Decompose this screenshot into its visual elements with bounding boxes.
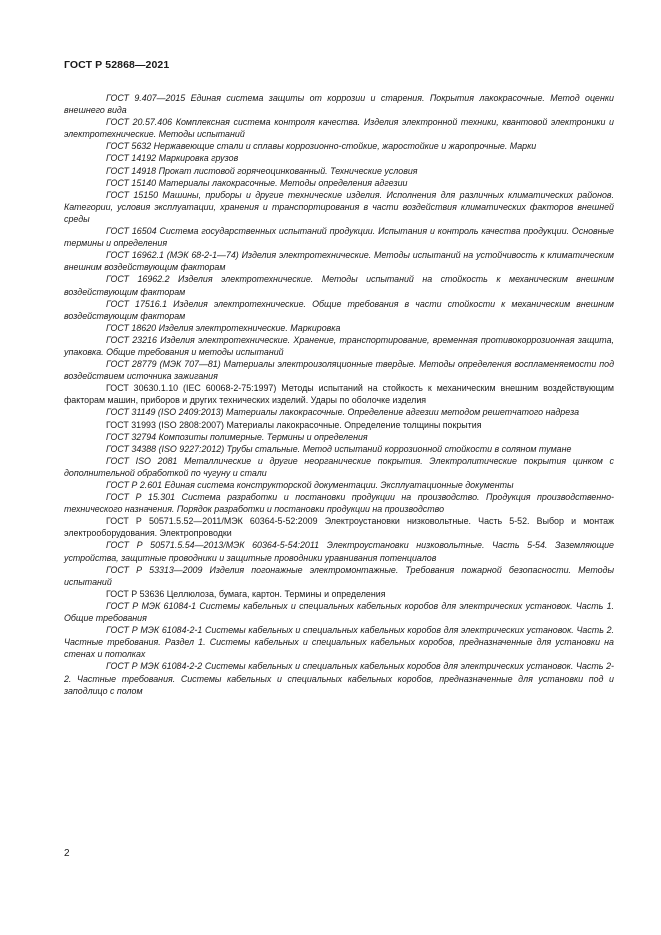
reference-entry: ГОСТ Р МЭК 61084-2-1 Системы кабельных и специальных кабельных коробов для электрических установок. Часть 2. Частные требования. Раздел 1. Системы кабельных и специальных кабельных коробов, предназначенные для установки на стенах и потолках [64,625,614,660]
reference-entry: ГОСТ Р 53636 Целлюлоза, бумага, картон. Термины и определения [106,588,386,599]
normative-references-list [64,92,614,697]
reference-entry: ГОСТ 15150 Машины, приборы и другие технические изделия. Исполнения для различных климатических районов. Категории, условия эксплуатации, хранения и транспортирования в части воздействия климатических факторов внешней среды [64,189,614,224]
document-header: ГОСТ Р 52868—2021 [64,59,170,71]
reference-entry: ГОСТ 32794 Композиты полимерные. Термины и определения [106,431,368,442]
reference-entry: ГОСТ 16962.2 Изделия электротехнические. Методы испытаний на стойкость к механическим внешним воздействующим факторам [64,274,614,297]
reference-entry: ГОСТ Р 2.601 Единая система конструкторской документации. Эксплуатационные документы [106,480,514,490]
reference-entry: ГОСТ Р 50571.5.52—2011/МЭК 60364-5-52:2009 Электроустановки низковольтные. Часть 5-52. Выбор и монтаж электрооборудования. Электропроводки [64,516,614,539]
reference-entry: ГОСТ 31993 (ISO 2808:2007) Материалы лакокрасочные. Определение толщины покрытия [106,419,482,430]
reference-entry: ГОСТ 23216 Изделия электротехнические. Хранение, транспортирование, временная противокоррозионная защита, упаковка. Общие требования и методы испытаний [64,334,614,357]
reference-entry: ГОСТ 16962.1 (МЭК 68-2-1—74) Изделия электротехнические. Методы испытаний на устойчивость к климатическим внешним воздействующим факторам [64,250,614,273]
reference-entry: ГОСТ Р 15.301 Система разработки и постановки продукции на производство. Продукция производственно-технического назначения. Порядок разработки и постановки продукции на производство [64,492,614,515]
reference-entry: ГОСТ 14192 Маркировка грузов [106,153,239,164]
page-number: 2 [64,848,70,859]
reference-entry: ГОСТ 15140 Материалы лакокрасочные. Методы определения адгезии [106,177,408,188]
reference-entry: ГОСТ 20.57.406 Комплексная система контроля качества. Изделия электронной техники, квантовой электроники и электротехнические. Методы испытаний [64,117,614,140]
reference-entry: ГОСТ ISO 2081 Металлические и другие неорганические покрытия. Электролитические покрытия цинком с дополнительной обработкой по чугуну и стали [64,455,614,478]
reference-entry: ГОСТ 17516.1 Изделия электротехнические. Общие требования в части стойкости к механическим внешним воздействующим факторам [64,298,614,321]
reference-entry: ГОСТ 5632 Нержавеющие стали и сплавы коррозионно-стойкие, жаростойкие и жаропрочные. Марки [106,141,537,152]
reference-entry: ГОСТ 14918 Прокат листовой горячеоцинкованный. Технические условия [106,165,418,176]
reference-entry: ГОСТ Р 53313—2009 Изделия погонажные электромонтажные. Требования пожарной безопасности. Методы испытаний [64,564,614,587]
reference-entry: ГОСТ 31149 (ISO 2409:2013) Материалы лакокрасочные. Определение адгезии методом решетчатого надреза [106,407,580,418]
reference-entry: ГОСТ 34388 (ISO 9227:2012) Трубы стальные. Метод испытаний коррозионной стойкости в соляном тумане [106,443,572,454]
reference-entry: ГОСТ 30630.1.10 (IEC 60068-2-75:1997) Методы испытаний на стойкость к механическим внешним воздействующим факторам машин, приборов и других технических изделий. Удары по оболочке изделия [64,383,614,406]
reference-entry: ГОСТ Р МЭК 61084-2-2 Системы кабельных и специальных кабельных коробов для электрических установок. Часть 2-2. Частные требования. Системы кабельных и специальных кабельных коробов, предназначенные для установки под и заподлицо с полом [64,661,614,696]
reference-entry: ГОСТ 28779 (МЭК 707—81) Материалы электроизоляционные твердые. Методы определения воспламеняемости под воздействием источника зажигания [64,359,614,382]
reference-entry: ГОСТ 9.407—2015 Единая система защиты от коррозии и старения. Покрытия лакокрасочные. Метод оценки внешнего вида [64,93,614,116]
reference-entry: ГОСТ Р МЭК 61084-1 Системы кабельных и специальных кабельных коробов для электрических установок. Часть 1. Общие требования [64,600,614,624]
reference-entry: ГОСТ 16504 Система государственных испытаний продукции. Испытания и контроль качества продукции. Основные термины и определения [64,226,614,249]
reference-entry: ГОСТ Р 50571.5.54—2013/МЭК 60364-5-54:2011 Электроустановки низковольтные. Часть 5-54. Заземляющие устройства, защитные проводники и защитные проводники уравнивания потенциалов [64,540,614,563]
reference-entry: ГОСТ 18620 Изделия электротехнические. Маркировка [106,322,341,333]
